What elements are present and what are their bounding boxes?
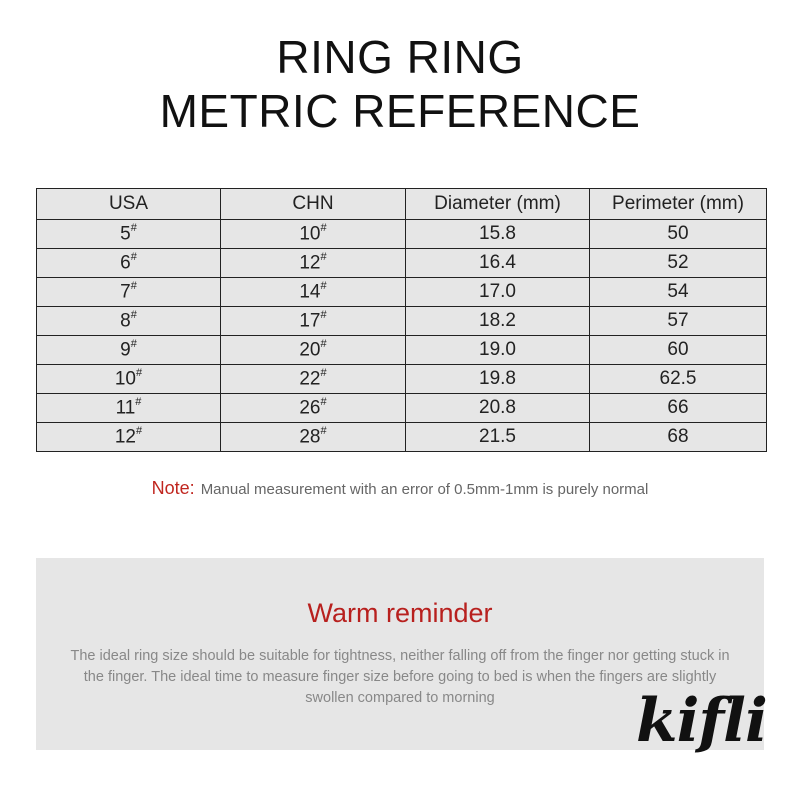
cell-usa-value: 11 [115,397,136,419]
cell-diameter-value: 17.0 [479,281,516,302]
size-mark: # [320,395,327,408]
cell-perimeter-value: 52 [667,252,689,273]
cell-chn [221,394,406,423]
cell-perimeter-value: 60 [667,339,689,360]
cell-usa-value: 9 [120,339,131,361]
header-usa: USA [37,189,221,220]
note-label: Note: [151,478,195,498]
cell-diameter [406,249,590,278]
cell-chn-value: 20 [299,339,321,361]
cell-usa [37,278,221,307]
table-row [37,394,767,423]
cell-usa-value: 10 [114,368,136,390]
title-line-2: METRIC REFERENCE [159,85,641,137]
size-mark: # [135,395,142,408]
cell-usa [37,307,221,336]
cell-diameter [406,307,590,336]
cell-perimeter-value: 66 [667,397,689,418]
table-row [37,220,767,249]
cell-chn-value: 14 [299,281,321,303]
table-row [37,249,767,278]
table-header-row [37,189,767,220]
cell-diameter [406,365,590,394]
cell-chn-value: 28 [299,426,321,448]
size-mark: # [130,250,137,263]
size-mark: # [320,337,327,350]
cell-diameter [406,220,590,249]
measurement-note [0,478,800,499]
header-diameter: Diameter (mm) [406,189,590,220]
cell-usa [37,220,221,249]
header-perimeter: Perimeter (mm) [590,189,767,220]
table-row [37,307,767,336]
cell-perimeter [590,423,767,452]
size-mark: # [130,279,137,292]
cell-diameter [406,394,590,423]
size-mark: # [130,337,137,350]
cell-perimeter-value: 50 [667,223,689,244]
cell-usa-value: 8 [120,310,131,332]
size-mark: # [320,366,327,379]
cell-diameter-value: 21.5 [479,426,516,447]
cell-perimeter [590,365,767,394]
cell-diameter-value: 20.8 [479,397,516,418]
cell-usa-value: 5 [120,223,131,245]
warm-reminder-text: The ideal ring size should be suitable for tightness, neither falling off from the finger nor getting stuck in the finger. The ideal time to measure finger size before going to bed is when the fingers are slightly swollen compared to morning [70,648,730,706]
cell-diameter [406,423,590,452]
cell-usa [37,394,221,423]
warm-reminder-heading: Warm reminder [307,598,493,628]
cell-perimeter-value: 62.5 [659,368,697,389]
cell-perimeter [590,220,767,249]
cell-perimeter-value: 57 [667,310,689,331]
cell-diameter-value: 19.8 [479,368,516,389]
cell-chn-value: 22 [299,368,321,390]
cell-chn [221,220,406,249]
table-row [37,365,767,394]
cell-perimeter-value: 68 [667,426,689,447]
size-mark: # [136,366,143,379]
size-mark: # [320,221,327,234]
cell-perimeter [590,394,767,423]
cell-perimeter [590,249,767,278]
cell-chn-value: 12 [299,252,321,274]
cell-perimeter [590,307,767,336]
size-mark: # [320,279,327,292]
cell-diameter-value: 15.8 [479,223,516,244]
cell-chn [221,278,406,307]
cell-perimeter [590,278,767,307]
cell-usa [37,365,221,394]
cell-chn [221,365,406,394]
cell-usa-value: 6 [120,252,131,274]
cell-chn-value: 26 [299,397,321,419]
table-row [37,423,767,452]
cell-diameter-value: 16.4 [479,252,516,273]
size-mark: # [130,308,137,321]
note-text: Manual measurement with an error of 0.5mm-1mm is purely normal [200,481,649,498]
table-row [37,278,767,307]
cell-usa-value: 12 [114,426,136,448]
cell-perimeter [590,336,767,365]
cell-chn [221,307,406,336]
title-line-1: RING RING [276,31,524,83]
cell-diameter-value: 18.2 [479,310,516,331]
cell-usa [37,336,221,365]
page-title [0,30,800,138]
cell-chn [221,423,406,452]
brand-logo: kifli [636,686,767,756]
cell-usa [37,423,221,452]
size-mark: # [320,308,327,321]
table-body [37,220,767,452]
cell-diameter [406,278,590,307]
cell-perimeter-value: 54 [667,281,689,302]
cell-chn [221,336,406,365]
size-mark: # [320,424,327,437]
header-chn: CHN [221,189,406,220]
ring-size-table [36,188,767,452]
cell-diameter-value: 19.0 [479,339,516,360]
size-mark: # [130,221,137,234]
cell-diameter [406,336,590,365]
size-mark: # [136,424,143,437]
size-mark: # [320,250,327,263]
cell-chn-value: 17 [299,310,321,332]
cell-chn-value: 10 [299,223,321,245]
cell-usa-value: 7 [120,281,131,303]
table-row [37,336,767,365]
cell-chn [221,249,406,278]
cell-usa [37,249,221,278]
